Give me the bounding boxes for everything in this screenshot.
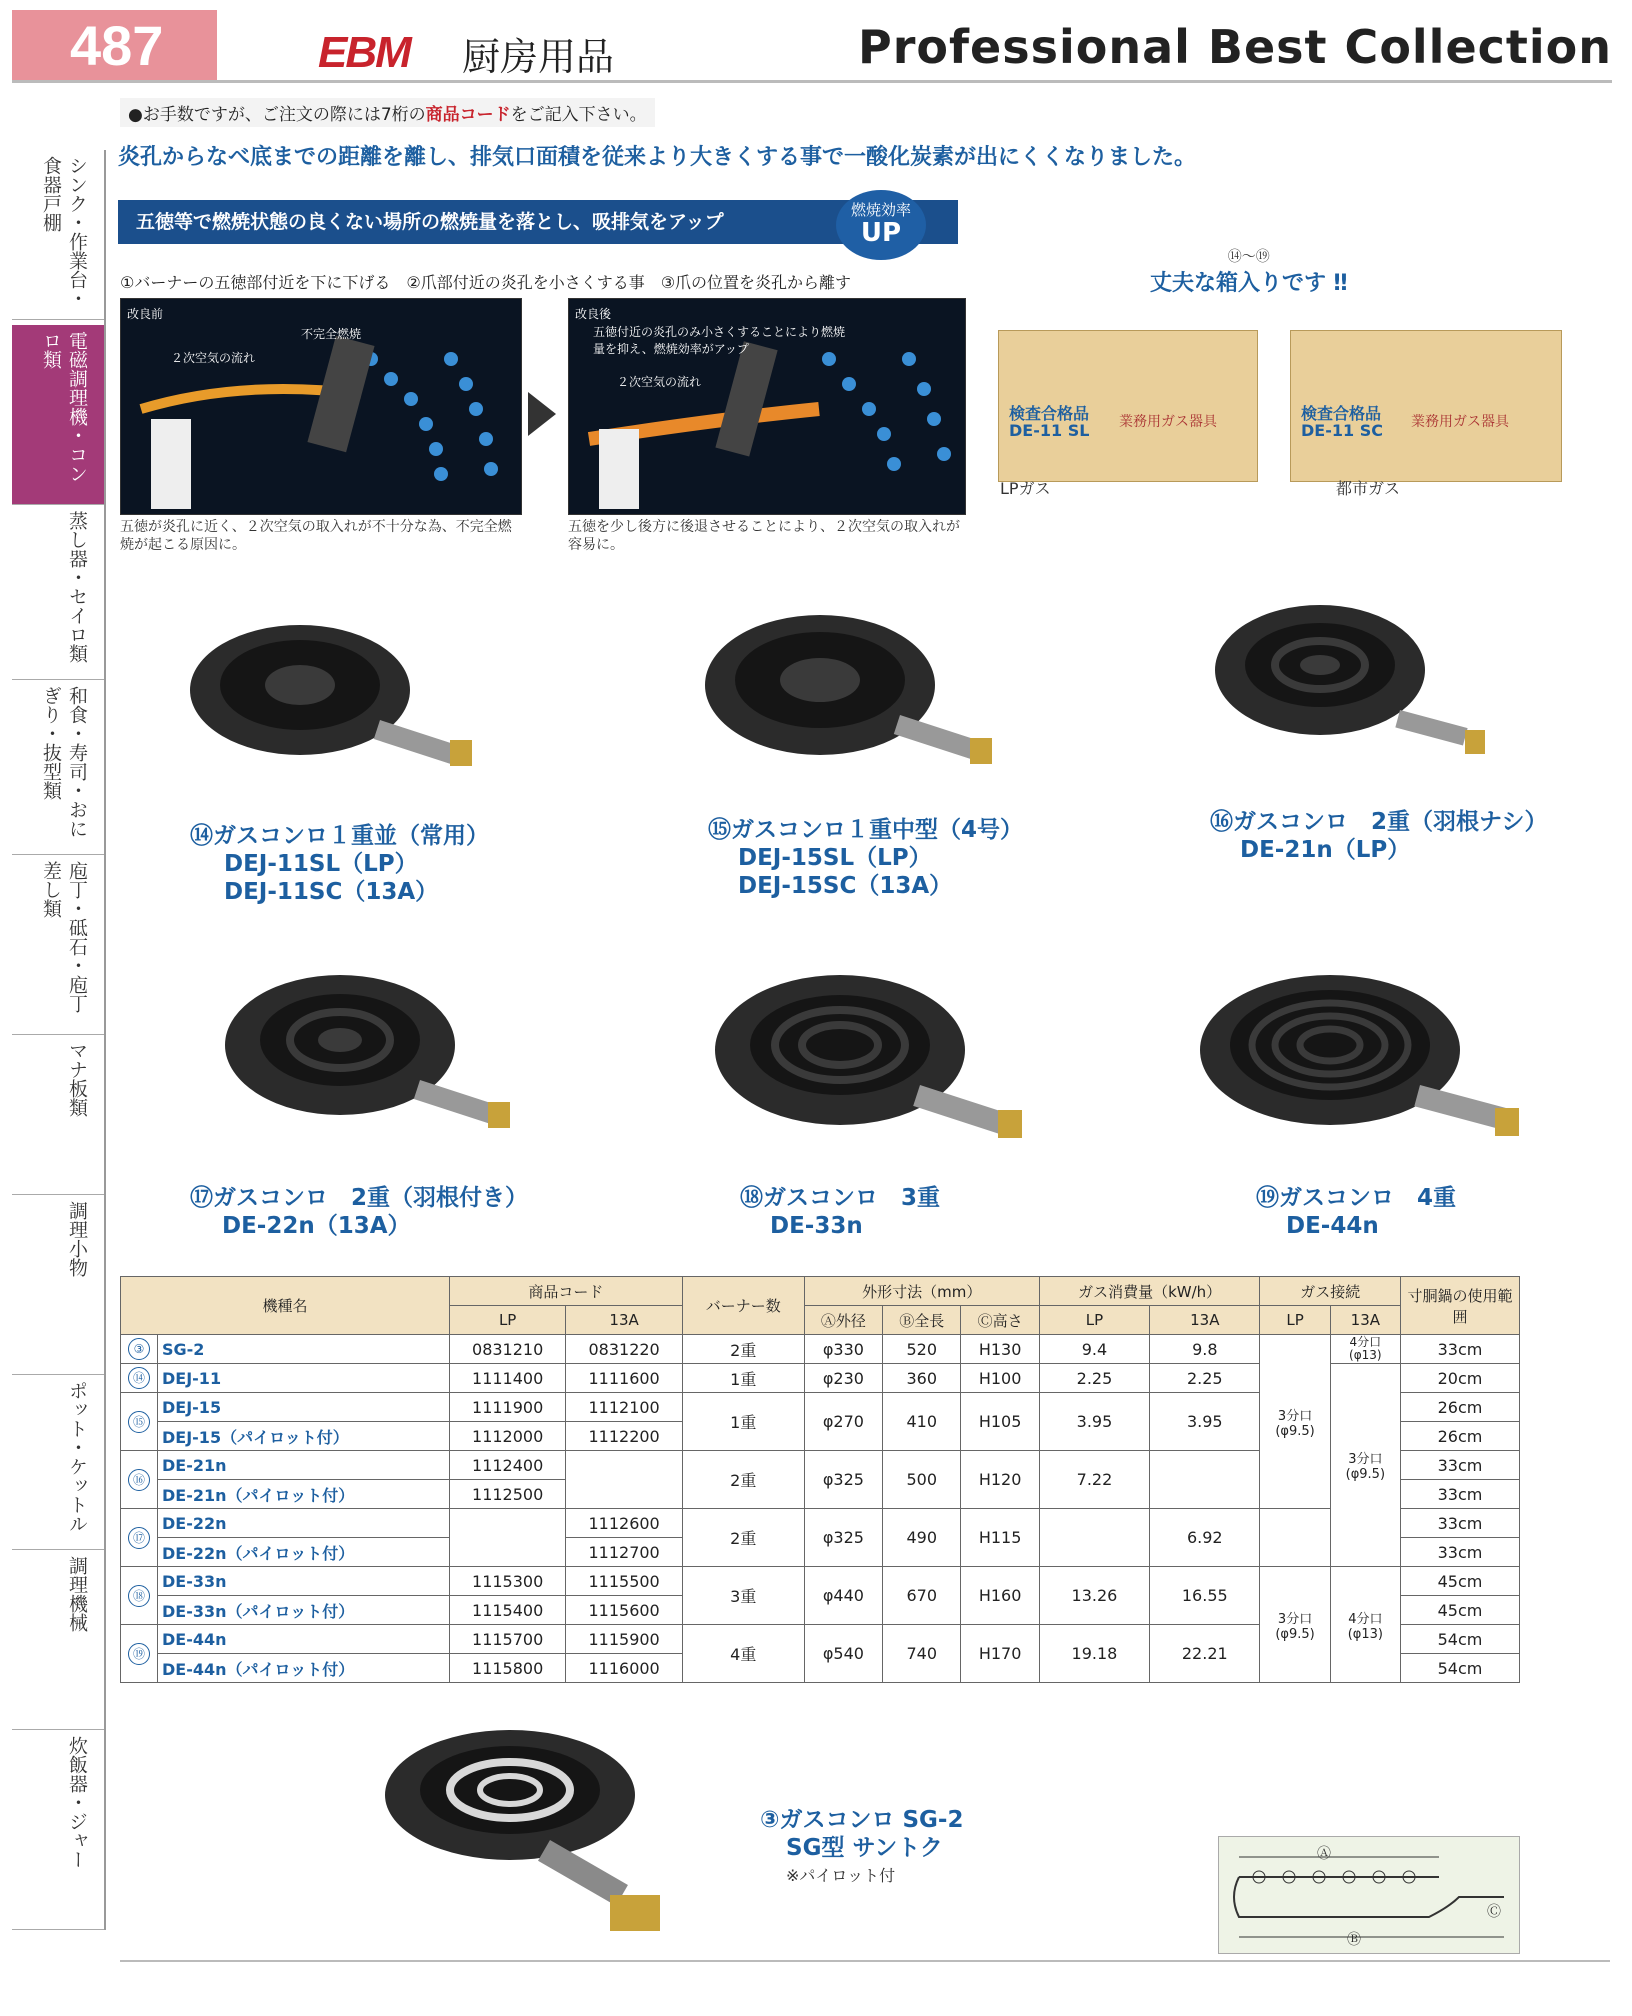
col-gas-lp: LP <box>1039 1306 1149 1335</box>
table-row: DE-22n（パイロット付） 1112700 33cm <box>121 1538 1520 1567</box>
col-gas: ガス消費量（kW/h） <box>1039 1277 1260 1306</box>
table-row: ⑯ DE-21n 1112400 2重 φ325 500 H120 7.22 33cm <box>121 1451 1520 1480</box>
table-row: ⑰ DE-22n 1112600 2重 φ325 490 H115 6.92 33cm <box>121 1509 1520 1538</box>
before-caption: 五徳が炎孔に近く、２次空気の取入れが不十分な為、不完全燃焼が起こる原因に。 <box>120 519 512 553</box>
box-lp: 検査合格品 DE-11 SL 業務用ガス器具 <box>998 330 1258 482</box>
table-row: ⑮ DEJ-15 1111900 1112100 1重 φ270 410 H105 3.95 3.95 26cm <box>121 1393 1520 1422</box>
category-title: 厨房用品 <box>462 35 615 79</box>
sidebar-item-rice[interactable]: 炊飯器・ジャー <box>12 1730 104 1930</box>
efficiency-badge: 燃焼効率 UP <box>836 190 926 260</box>
burner-image-19 <box>1195 960 1525 1160</box>
feature-bar: 五徳等で燃焼状態の良くない場所の燃焼量を落とし、吸排気をアップ <box>118 200 958 244</box>
incomplete-label: 不完全燃焼 <box>301 327 362 341</box>
dimension-drawing <box>1219 1837 1519 1953</box>
product-caption-15: ⑮ガスコンロ１重中型（4号） DEJ-15SL（LP） DEJ-15SC（13A） <box>708 817 1024 899</box>
col-gas-13a: 13A <box>1150 1306 1260 1335</box>
box-lp-caption: LPガス <box>1000 479 1051 498</box>
spec-table <box>120 1276 1520 1683</box>
sidebar-item-japanese[interactable]: 和食・寿司・おにぎり・抜型類 <box>12 680 104 855</box>
after-note: 五徳付近の炎孔のみ小さくすることにより燃焼量を抑え、燃焼効率がアップ <box>593 325 846 356</box>
category-sidebar <box>12 150 106 1930</box>
table-row: DE-33n（パイロット付） 1115400 1115600 45cm <box>121 1596 1520 1625</box>
sidebar-item-sink[interactable]: シンク・作業台・食器戸棚 <box>12 150 104 320</box>
burner-image-15 <box>700 600 1000 790</box>
burner-image-sg2 <box>380 1720 710 1950</box>
product-caption-sg2: ③ガスコンロ SG-2 SG型 サントク ※パイロット付 <box>760 1807 964 1885</box>
airflow-label: ２次空気の流れ <box>617 375 702 389</box>
table-row: DE-21n（パイロット付） 1112500 33cm <box>121 1480 1520 1509</box>
sidebar-item-utensils[interactable]: 調理小物 <box>12 1195 104 1375</box>
box-title: ⑭〜⑲ 丈夫な箱入りです ‼ <box>1150 249 1348 296</box>
burner-image-14 <box>180 610 480 790</box>
box-city-caption: 都市ガス <box>1336 479 1401 498</box>
col-conn-lp: LP <box>1260 1306 1330 1335</box>
col-conn-13a: 13A <box>1330 1306 1400 1335</box>
burner-image-17 <box>220 960 520 1150</box>
table-row: ⑭ DEJ-11 1111400 1111600 1重 φ230 360 H100 2.25 2.25 3分口 (φ9.5) 20cm <box>121 1364 1520 1393</box>
table-row: ⑱ DE-33n 1115300 1115500 3重 φ440 670 H160 13.26 16.55 3分口 (φ9.5) 4分口 (φ13) 45cm <box>121 1567 1520 1596</box>
product-caption-18: ⑱ガスコンロ 3重 DE-33n <box>740 1185 941 1239</box>
col-dim-c: Ⓒ高さ <box>961 1306 1039 1335</box>
sidebar-item-knives[interactable]: 庖丁・砥石・庖丁差し類 <box>12 855 104 1035</box>
sidebar-item-machines[interactable]: 調理機械 <box>12 1550 104 1730</box>
after-tag: 改良後 <box>575 307 612 321</box>
feature-headline: 炎孔からなべ底までの距離を離し、排気口面積を従来より大きくする事で一酸化炭素が出にくくなりました。 <box>118 145 1197 170</box>
burner-image-16 <box>1210 590 1490 770</box>
after-caption: 五徳を少し後方に後退させることにより、２次空気の取入れが容易に。 <box>568 519 960 553</box>
col-model: 機種名 <box>121 1277 450 1335</box>
table-row: DE-44n（パイロット付） 1115800 1116000 54cm <box>121 1654 1520 1683</box>
table-row: ⑲ DE-44n 1115700 1115900 4重 φ540 740 H170 19.18 22.21 54cm <box>121 1625 1520 1654</box>
arrow-right-icon <box>528 392 556 436</box>
col-code-13a: 13A <box>566 1306 682 1335</box>
product-caption-14: ⑭ガスコンロ１重並（常用） DEJ-11SL（LP） DEJ-11SC（13A） <box>190 823 489 905</box>
sidebar-item-pots[interactable]: ポット・ケットル <box>12 1375 104 1550</box>
col-code: 商品コード <box>449 1277 682 1306</box>
brand-logo: EBM <box>318 28 410 77</box>
order-notice: ●お手数ですが、ご注文の際には7桁の商品コードをご記入下さい。 <box>120 98 655 127</box>
dimension-diagram: Ⓐ Ⓑ Ⓒ <box>1218 1836 1520 1954</box>
col-pot: 寸胴鍋の使用範囲 <box>1401 1277 1520 1335</box>
after-diagram <box>568 298 966 515</box>
burner-image-18 <box>710 960 1030 1160</box>
sidebar-item-boards[interactable]: マナ板類 <box>12 1035 104 1195</box>
box-city: 検査合格品 DE-11 SC 業務用ガス器具 <box>1290 330 1562 482</box>
footer-divider <box>120 1960 1610 1962</box>
col-dim-b: Ⓑ全長 <box>883 1306 961 1335</box>
before-diagram <box>120 298 522 515</box>
airflow-label: ２次空気の流れ <box>171 351 256 365</box>
product-caption-19: ⑲ガスコンロ 4重 DE-44n <box>1256 1185 1457 1239</box>
table-row: ③ SG-2 0831210 0831220 2重 φ330 520 H130 9.4 9.8 3分口 (φ9.5) 4分口 (φ13) 33cm <box>121 1335 1520 1364</box>
sidebar-item-steamers[interactable]: 蒸し器・セイロ類 <box>12 505 104 680</box>
product-caption-17: ⑰ガスコンロ 2重（羽根付き） DE-22n（13A） <box>190 1185 529 1239</box>
page-number: 487 <box>12 10 217 82</box>
col-code-lp: LP <box>449 1306 565 1335</box>
improvement-steps: ①バーナーの五徳部付近を下に下げる ②爪部付近の炎孔を小さくする事 ③爪の位置を炎孔から離す <box>120 273 852 292</box>
product-caption-16: ⑯ガスコンロ 2重（羽根ナシ） DE-21n（LP） <box>1210 809 1548 863</box>
table-row: DEJ-15（パイロット付） 1112000 1112200 26cm <box>121 1422 1520 1451</box>
sidebar-item-stoves[interactable]: 電磁調理機・コンロ類 <box>12 325 104 505</box>
col-burners: バーナー数 <box>682 1277 804 1335</box>
col-dim-a: Ⓐ外径 <box>804 1306 882 1335</box>
before-tag: 改良前 <box>127 307 164 321</box>
header-divider <box>12 80 1612 83</box>
col-conn: ガス接続 <box>1260 1277 1401 1306</box>
collection-title: Professional Best Collection <box>858 20 1613 74</box>
col-dims: 外形寸法（mm） <box>804 1277 1039 1306</box>
